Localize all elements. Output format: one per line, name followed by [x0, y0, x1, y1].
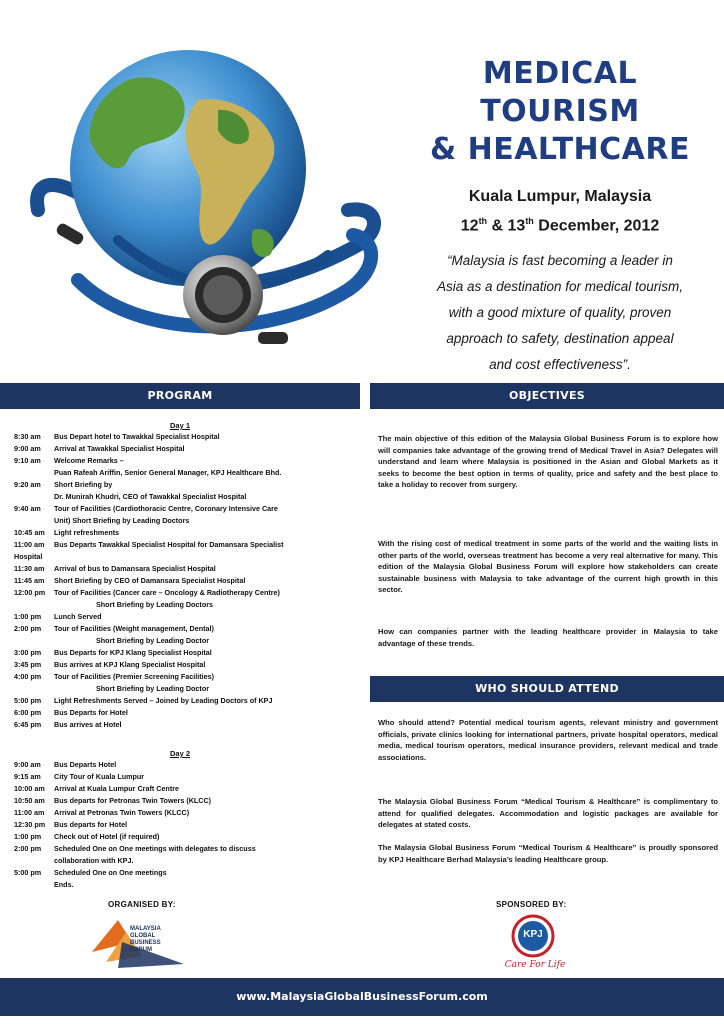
schedule-time	[14, 467, 54, 479]
schedule-row	[14, 491, 360, 503]
website-url: www.MalaysiaGlobalBusinessForum.com	[0, 978, 724, 1016]
schedule-time: 9:00 am	[14, 444, 41, 453]
schedule-row	[14, 431, 360, 443]
schedule-row	[14, 759, 360, 771]
objectives-paragraph: How can companies partner with the leading healthcare provider in Malaysia to take advantage of these trends.	[378, 627, 718, 648]
schedule-time: 9:10 am	[14, 456, 41, 465]
schedule-event: Short Briefing by	[54, 480, 113, 489]
schedule-time: 6:45 pm	[14, 720, 42, 729]
who-should-attend-heading: WHO SHOULD ATTEND	[370, 676, 724, 702]
schedule-event: Short Briefing by CEO of Damansara Specialist Hospital	[54, 576, 246, 585]
schedule-row	[14, 783, 360, 795]
schedule-event: Light Refreshments Served – Joined by Leading Doctors of KPJ	[54, 696, 273, 705]
schedule-event: Unit) Short Briefing by Leading Doctors	[54, 516, 190, 525]
title-line: MEDICAL	[482, 56, 638, 91]
schedule-time: 5:00 pm	[14, 868, 42, 877]
schedule-row	[14, 807, 360, 819]
schedule-row	[14, 771, 360, 783]
day2-label: Day 2	[169, 749, 190, 758]
schedule-row	[14, 515, 360, 527]
program-heading: PROGRAM	[0, 383, 360, 409]
schedule-row	[14, 455, 360, 467]
schedule-time: 4:00 pm	[14, 672, 42, 681]
sponsor-tagline: Care For Life	[504, 960, 566, 970]
schedule-event: Arrival of bus to Damansara Specialist Hospital	[54, 564, 216, 573]
schedule-row	[14, 795, 360, 807]
day2-schedule	[14, 759, 360, 891]
schedule-event: Bus arrives at KPJ Klang Specialist Hospital	[54, 660, 206, 669]
schedule-time: 2:00 pm	[14, 624, 42, 633]
schedule-time: 9:15 am	[14, 772, 41, 781]
schedule-event: Bus Departs for Hotel	[54, 708, 128, 717]
schedule-row	[14, 695, 360, 707]
schedule-row	[14, 879, 360, 891]
schedule-event: Tour of Facilities (Weight management, Dental)	[54, 624, 214, 633]
schedule-time: 8:30 am	[14, 432, 41, 441]
schedule-event: Check out of Hotel (if required)	[54, 832, 160, 841]
schedule-event: Dr. Munirah Khudri, CEO of Tawakkal Specialist Hospital	[54, 492, 247, 501]
schedule-row	[14, 599, 360, 611]
schedule-time: 3:00 pm	[14, 648, 42, 657]
schedule-row	[14, 503, 360, 515]
schedule-row	[14, 575, 360, 587]
schedule-event: Short Briefing by Leading Doctors	[96, 600, 214, 609]
schedule-row	[14, 467, 360, 479]
schedule-time: 6:00 pm	[14, 708, 42, 717]
schedule-event: Scheduled One on One meetings with delegates to discuss	[54, 844, 256, 853]
schedule-event: Bus Depart hotel to Tawakkal Specialist Hospital	[54, 432, 220, 441]
schedule-row	[14, 719, 360, 731]
day1-label: Day 1	[169, 421, 190, 430]
schedule-event: collaboration with KPJ.	[54, 856, 134, 865]
schedule-event: Lunch Served	[54, 612, 102, 621]
event-location: Kuala Lumpur, Malaysia	[468, 188, 652, 205]
schedule-event: Tour of Facilities (Cardiothoracic Centre, Coronary Intensive Care	[54, 504, 278, 513]
schedule-time: 5:00 pm	[14, 696, 42, 705]
schedule-event: Bus departs for Hotel	[54, 820, 128, 829]
kpj-logo-text: KPJ	[523, 929, 543, 940]
globe-stethoscope-image	[18, 40, 388, 360]
schedule-row	[14, 479, 360, 491]
schedule-row	[14, 819, 360, 831]
schedule-event: Arrival at Petronas Twin Towers (KLCC)	[54, 808, 190, 817]
schedule-time	[14, 855, 54, 867]
schedule-time: 9:20 am	[14, 480, 41, 489]
schedule-time	[14, 599, 54, 611]
schedule-time: 10:00 am	[14, 784, 45, 793]
schedule-event: Puan Rafeah Ariffin, Senior General Manager, KPJ Healthcare Bhd.	[54, 468, 282, 477]
schedule-event: Bus arrives at Hotel	[54, 720, 122, 729]
schedule-time	[14, 635, 54, 647]
schedule-continuation: Hospital	[14, 552, 43, 561]
schedule-event: Short Briefing by Leading Doctor	[96, 684, 210, 693]
schedule-row	[14, 527, 360, 539]
schedule-time	[14, 515, 54, 527]
event-dates: 12th & 13th December, 2012	[460, 216, 660, 235]
event-title	[400, 55, 720, 169]
schedule-row	[14, 831, 360, 843]
schedule-row	[14, 843, 360, 855]
schedule-row	[14, 683, 360, 695]
schedule-time: 11:00 am	[14, 808, 45, 817]
title-line: TOURISM	[480, 94, 640, 129]
schedule-row	[14, 539, 360, 551]
who-paragraph: The Malaysia Global Business Forum “Medical Tourism & Healthcare” is complimentary to attend for qualified delegates. Accommodation and logistic packages are available for delegates at stated costs.	[378, 797, 718, 829]
event-quote: “Malaysia is fast becoming a leader in Asia as a destination for medical tourism, with a good mixture of quality, proven approach to safety, destination appeal and cost effectiveness”.	[436, 253, 684, 372]
schedule-event: Arrival at Tawakkal Specialist Hospital	[54, 444, 185, 453]
schedule-time: 1:00 pm	[14, 832, 42, 841]
schedule-time	[14, 879, 54, 891]
schedule-row	[14, 855, 360, 867]
schedule-time: 10:50 am	[14, 796, 45, 805]
schedule-event: Welcome Remarks –	[54, 456, 124, 465]
schedule-event: Bus Departs Tawakkal Specialist Hospital for Damansara Specialist	[54, 540, 284, 549]
mgbf-logo	[88, 912, 228, 974]
schedule-event: Ends.	[54, 880, 74, 889]
schedule-time	[14, 683, 54, 695]
schedule-event: City Tour of Kuala Lumpur	[54, 772, 145, 781]
schedule-event: Bus departs for Petronas Twin Towers (KLCC)	[54, 796, 212, 805]
schedule-time: 10:45 am	[14, 528, 45, 537]
schedule-row	[14, 623, 360, 635]
schedule-row	[14, 671, 360, 683]
schedule-time: 11:30 am	[14, 564, 45, 573]
sponsored-by-label: SPONSORED BY:	[496, 900, 567, 909]
schedule-row	[14, 647, 360, 659]
schedule-time: 2:00 pm	[14, 844, 42, 853]
schedule-time	[14, 491, 54, 503]
organised-by-label: ORGANISED BY:	[108, 900, 176, 909]
schedule-row	[14, 563, 360, 575]
schedule-event: Bus Departs Hotel	[54, 760, 117, 769]
title-line: & HEALTHCARE	[430, 132, 690, 167]
mgbf-logo-text: MALAYSIA GLOBAL BUSINESS FORUM	[130, 926, 161, 953]
schedule-row	[14, 659, 360, 671]
schedule-event: Short Briefing by Leading Doctor	[96, 636, 210, 645]
schedule-time: 9:40 am	[14, 504, 41, 513]
schedule-time: 9:00 am	[14, 760, 41, 769]
schedule-row	[14, 587, 360, 599]
objectives-heading: OBJECTIVES	[370, 383, 724, 409]
objectives-paragraph: With the rising cost of medical treatment in some parts of the world and the waiting lists in other parts of the world, overseas treatment has become a very real alternative for many. This edition of the Malaysia Global Business Forum will explore how stakeholders can create sustainable business with Malaysia to take advantage of the current high growth in this sector.	[378, 539, 718, 594]
objectives-paragraph: The main objective of this edition of the Malaysia Global Business Forum is to explore how will companies take advantage of the growing trend of Medical Travel in Asia? Delegates will understand and learn where Malaysia is positioned in the Asian and Global Markets as it seeks to become the best option in terms of quality, price and safety and the best place to take a holiday to recover from surgery.	[378, 434, 718, 489]
schedule-row	[14, 551, 360, 563]
schedule-time: 12:00 pm	[14, 588, 46, 597]
who-paragraph: Who should attend? Potential medical tourism agents, relevant ministry and government officials, private clinics looking for international partners, private hospital operators, medical media, medical tourism operators, medical insurance providers, relevant medical and trade associations.	[378, 718, 718, 762]
schedule-row	[14, 707, 360, 719]
schedule-row	[14, 611, 360, 623]
schedule-time: 3:45 pm	[14, 660, 42, 669]
schedule-event: Bus Departs for KPJ Klang Specialist Hospital	[54, 648, 212, 657]
day1-schedule	[14, 431, 360, 731]
who-paragraph: The Malaysia Global Business Forum “Medical Tourism & Healthcare” is proudly sponsored by KPJ Healthcare Berhad Malaysia’s leading Healthcare group.	[378, 843, 718, 864]
schedule-row	[14, 867, 360, 879]
schedule-event: Tour of Facilities (Premier Screening Facilities)	[54, 672, 215, 681]
schedule-time: 11:45 am	[14, 576, 45, 585]
schedule-row	[14, 443, 360, 455]
kpj-logo	[511, 914, 555, 958]
schedule-time: 11:00 am	[14, 540, 45, 549]
schedule-event: Light refreshments	[54, 528, 120, 537]
schedule-event: Arrival at Kuala Lumpur Craft Centre	[54, 784, 180, 793]
schedule-row	[14, 635, 360, 647]
schedule-time: 12:30 pm	[14, 820, 46, 829]
schedule-time: 1:00 pm	[14, 612, 42, 621]
schedule-event: Tour of Facilities (Cancer care – Oncology & Radiotherapy Centre)	[54, 588, 280, 597]
schedule-event: Scheduled One on One meetings	[54, 868, 167, 877]
